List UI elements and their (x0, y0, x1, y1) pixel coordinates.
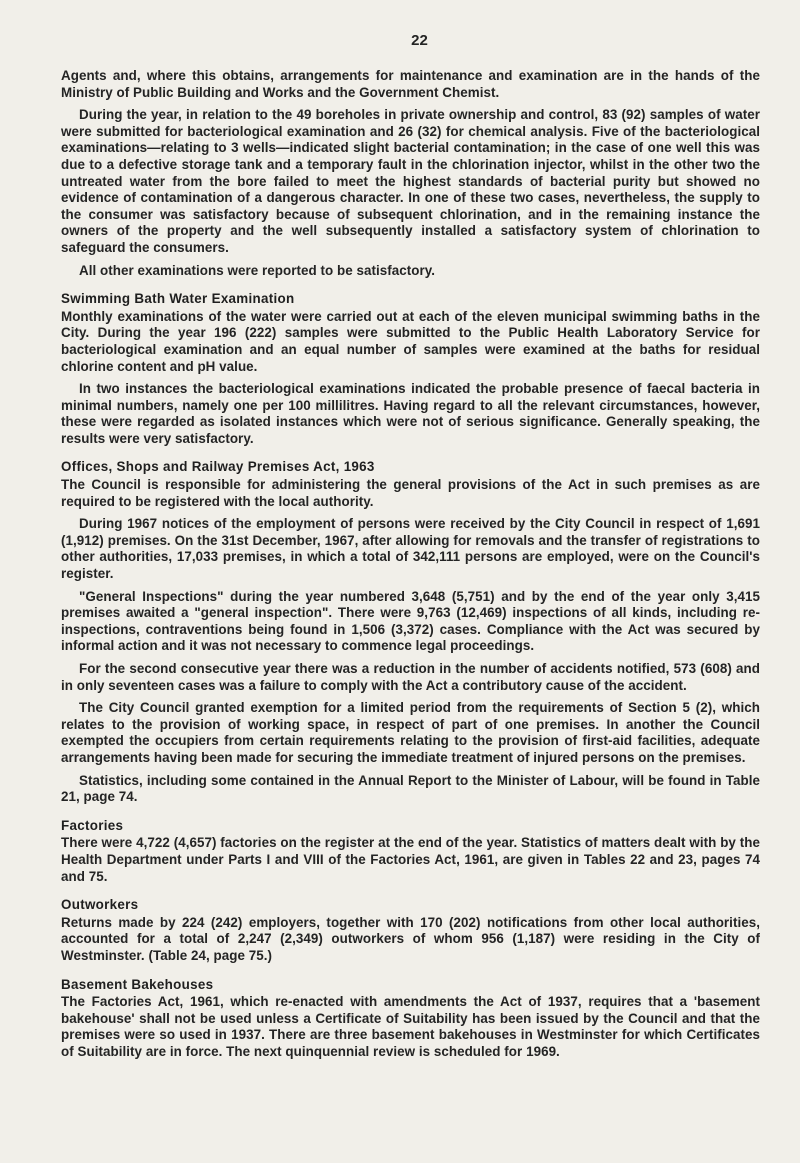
paragraph: Returns made by 224 (242) employers, together with 170 (202) notifications from other local authorities, accounted for a total of 2,247 (2,349) outworkers of whom 956 (1,187) were residing in the City of Westminster. (Table 24, page 75.) (61, 914, 760, 963)
intro-block (61, 68, 760, 279)
paragraph: In two instances the bacteriological examinations indicated the probable presence of faecal bacteria in minimal numbers, namely one per 100 millilitres. Having regard to all the relevant circumstances, however, these were regarded as isolated instances which were not of serious significance. Generally speaking, the results were very satisfactory. (61, 381, 760, 446)
section-basement-bakehouses (61, 977, 760, 1061)
intro-paragraph-1: Agents and, where this obtains, arrangements for maintenance and examination are in the hands of the Ministry of Public Building and Works and the Government Chemist. (61, 68, 760, 100)
section-factories (61, 818, 760, 885)
section-heading: Swimming Bath Water Examination (61, 291, 295, 307)
section-heading: Outworkers (61, 897, 139, 913)
paragraph: For the second consecutive year there was a reduction in the number of accidents notified, 573 (608) and in only seventeen cases was a failure to comply with the Act a contributory cause of the accident. (61, 661, 760, 693)
page-number: 22 (411, 32, 428, 49)
intro-paragraph-2: During the year, in relation to the 49 boreholes in private ownership and control, 83 (92) samples of water were submitted for bacteriological examination and 26 (32) for chemical analysis. Five of the bacteriological examinations—relating to 3 wells—indicated slight bacterial contamination; in the case of one well this was due to a defective storage tank and a temporary fault in the chlorination injector, whilst in the other two the untreated water from the bore failed to meet the highest standards of bacterial purity but showed no evidence of contamination of a dangerous character. In one of these two cases, nevertheless, the supply to the consumer was satisfactory because of subsequent chlorination, and in the remaining instance the owners of the property and the well subsequently installed a satisfactory system of chlorination to safeguard the consumers. (61, 107, 760, 255)
paragraph: During 1967 notices of the employment of persons were received by the City Council in respect of 1,691 (1,912) premises. On the 31st December, 1967, after allowing for removals and the transfer of registrations to other authorities, 17,033 premises, in which a total of 342,111 persons are employed, were on the Council's register. (61, 516, 760, 582)
paragraph: The City Council granted exemption for a limited period from the requirements of Section 5 (2), which relates to the provision of working space, in respect of part of one premises. In another the Council exempted the occupiers from certain requirements relating to the provision of first-aid facilities, adequate arrangements having been made for securing the immediate treatment of injured persons on the premises. (61, 700, 760, 765)
intro-paragraph-3: All other examinations were reported to be satisfactory. (79, 262, 436, 278)
paragraph: The Council is responsible for administering the general provisions of the Act in such premises as are required to be registered with the local authority. (61, 477, 760, 509)
section-heading: Factories (61, 817, 124, 833)
section-outworkers (61, 897, 760, 964)
paragraph: Monthly examinations of the water were carried out at each of the eleven municipal swimming baths in the City. During the year 196 (222) samples were submitted to the Public Health Laboratory Service for bacteriological examination and an equal number of samples were examined at the baths for residual chlorine content and pH value. (61, 308, 760, 374)
section-heading: Basement Bakehouses (61, 976, 214, 992)
paragraph: Statistics, including some contained in the Annual Report to the Minister of Labour, will be found in Table 21, page 74. (61, 772, 760, 805)
section-heading: Offices, Shops and Railway Premises Act, 1963 (61, 459, 375, 475)
paragraph: There were 4,722 (4,657) factories on the register at the end of the year. Statistics of matters dealt with by the Health Department under Parts I and VIII of the Factories Act, 1961, are given in Tables 22 and 23, pages 74 and 75. (61, 835, 760, 884)
paragraph: "General Inspections" during the year numbered 3,648 (5,751) and by the end of the year only 3,415 premises awaited a "general inspection". There were 9,763 (12,469) inspections of all kinds, including re-inspections, contraventions being found in 1,506 (3,372) cases. Compliance with the Act was secured by informal action and it was not necessary to commence legal proceedings. (61, 588, 760, 654)
section-swimming-bath (61, 291, 760, 447)
section-offices-shops-railway (61, 459, 760, 805)
paragraph: The Factories Act, 1961, which re-enacted with amendments the Act of 1937, requires that a 'basement bakehouse' shall not be used unless a Certificate of Suitability has been issued by the Council and that the premises were so used in 1937. There are three basement bakehouses in Westminster for which Certificates of Suitability are in force. The next quinquennial review is scheduled for 1969. (61, 994, 760, 1059)
